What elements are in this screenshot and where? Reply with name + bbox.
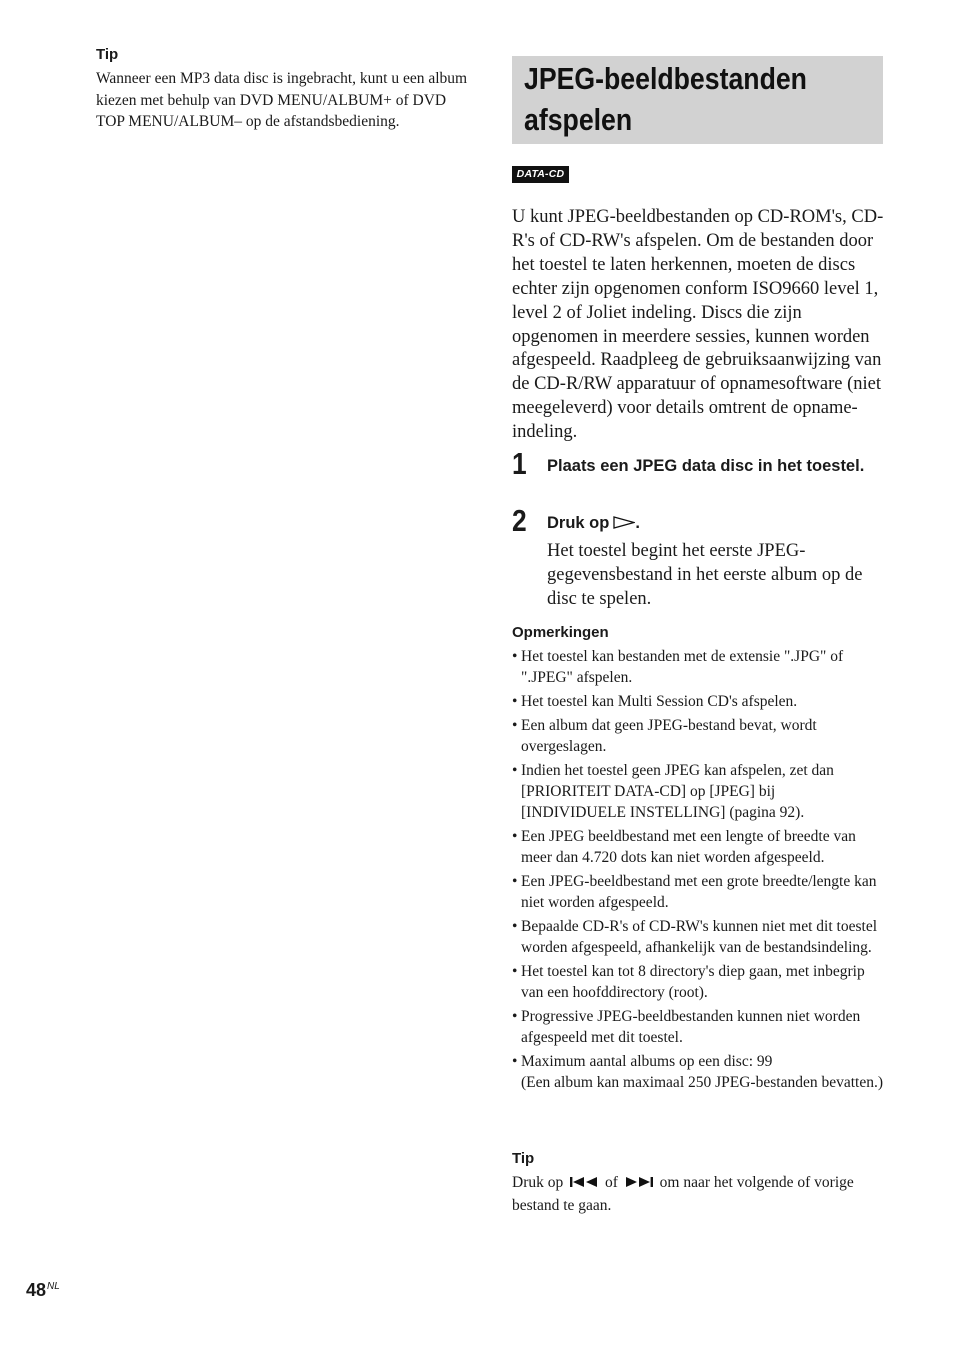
- right-tip-text-start: Druk op: [512, 1174, 564, 1191]
- step-2-title-end: .: [635, 514, 640, 532]
- step-2-title: [547, 512, 877, 536]
- note-bullet: •: [512, 1008, 518, 1025]
- right-tip-text-end: om naar het volgende of vorige bestand te gaan.: [512, 1174, 854, 1214]
- note-text: Progressive JPEG-beeldbestanden kunnen niet worden afgespeeld met dit toestel.: [521, 1008, 861, 1047]
- note-text: Het toestel kan bestanden met de extensie ".JPG" of ".JPEG" afspelen.: [521, 648, 844, 687]
- note-text: Maximum aantal albums op een disc: 99: [521, 1053, 773, 1070]
- note-text: Het toestel kan tot 8 directory's diep gaan, met inbegrip van een hoofddirectory (root).: [521, 963, 865, 1002]
- section-title-line1: JPEG-beeldbestanden: [524, 61, 807, 96]
- notes-list: [512, 646, 884, 1096]
- note-item: [512, 871, 884, 913]
- note-text: Bepaalde CD-R's of CD-RW's kunnen niet met dit toestel worden afgespeeld, afhankelijk van de bestandsindeling.: [521, 918, 878, 957]
- right-tip-text-middle: of: [604, 1174, 618, 1191]
- next-track-icon: [624, 1173, 654, 1195]
- note-item: [512, 1051, 884, 1093]
- note-item: [512, 961, 884, 1003]
- data-cd-badge: DATA-CD: [512, 166, 569, 183]
- right-tip-text: [512, 1172, 884, 1216]
- note-text: Een JPEG beeldbestand met een lengte of breedte van meer dan 4.720 dots kan niet worden afgespeeld.: [521, 828, 856, 867]
- notes-heading: Opmerkingen: [512, 624, 609, 641]
- note-bullet: •: [512, 1053, 518, 1070]
- note-bullet: •: [512, 648, 518, 665]
- left-tip-heading: Tip: [96, 46, 119, 63]
- note-bullet: •: [512, 716, 518, 734]
- left-tip-text: Wanneer een MP3 data disc is ingebracht, kunt u een album kiezen met behulp van DVD MENU/ALBUM+ of DVD TOP MENU/ALBUM– op de afstandsbediening.: [96, 70, 468, 131]
- note-bullet: •: [512, 761, 518, 779]
- note-bullet: •: [512, 828, 518, 845]
- note-item: [512, 691, 884, 712]
- note-item: [512, 916, 884, 958]
- note-text: Een album dat geen JPEG-bestand bevat, wordt overgeslagen.: [521, 716, 817, 755]
- note-bullet: •: [512, 693, 518, 710]
- step-1-title: Plaats een JPEG data disc in het toestel.: [547, 457, 865, 475]
- section-title-box: [512, 56, 883, 144]
- note-bullet: •: [512, 873, 518, 890]
- note-item: [512, 760, 884, 824]
- previous-track-icon: [569, 1173, 599, 1195]
- note-text: Het toestel kan Multi Session CD's afspelen.: [521, 693, 798, 710]
- page-number-value: 48: [26, 1280, 47, 1300]
- note-item: [512, 1006, 884, 1048]
- section-title-line2: afspelen: [524, 102, 633, 137]
- note-item: [512, 715, 884, 757]
- page-language: NL: [47, 1281, 60, 1292]
- step-2-number: 2: [512, 503, 527, 538]
- note-text: Indien het toestel geen JPEG kan afspelen, zet dan [PRIORITEIT DATA-CD] op [JPEG] bij [INDIVIDUELE INSTELLING] (pagina 92).: [521, 761, 834, 822]
- play-icon: [613, 513, 635, 536]
- note-continuation: (Een album kan maximaal 250 JPEG-bestanden bevatten.): [521, 1074, 883, 1092]
- step-2-title-text: Druk op: [547, 514, 610, 532]
- section-title: [524, 58, 829, 140]
- note-text: Een JPEG-beeldbestand met een grote breedte/lengte kan niet worden afgespeeld.: [521, 873, 877, 912]
- note-bullet: •: [512, 963, 518, 980]
- intro-paragraph: U kunt JPEG-beeldbestanden op CD-ROM's, CD-R's of CD-RW's afspelen. Om de bestanden door het toestel te laten herkennen, moeten de discs echter zijn opgenomen conform ISO9660 level 1, level 2 of Joliet indeling. Discs die zijn opgenomen in meerdere sessies, kunnen worden afgespeeld. Raadpleeg de gebruiksaanwijzing van de CD-R/RW apparatuur of opnamesoftware (niet meegeleverd) voor details omtrent de opname-indeling.: [512, 207, 884, 443]
- note-item: [512, 646, 884, 688]
- step-2-description: Het toestel begint het eerste JPEG-gegevensbestand in het eerste album op de disc te spelen.: [547, 541, 863, 609]
- step-1-number: 1: [512, 446, 527, 481]
- right-tip-heading: Tip: [512, 1150, 535, 1167]
- page-number: [26, 1280, 60, 1301]
- note-bullet: •: [512, 918, 518, 935]
- note-item: [512, 826, 884, 868]
